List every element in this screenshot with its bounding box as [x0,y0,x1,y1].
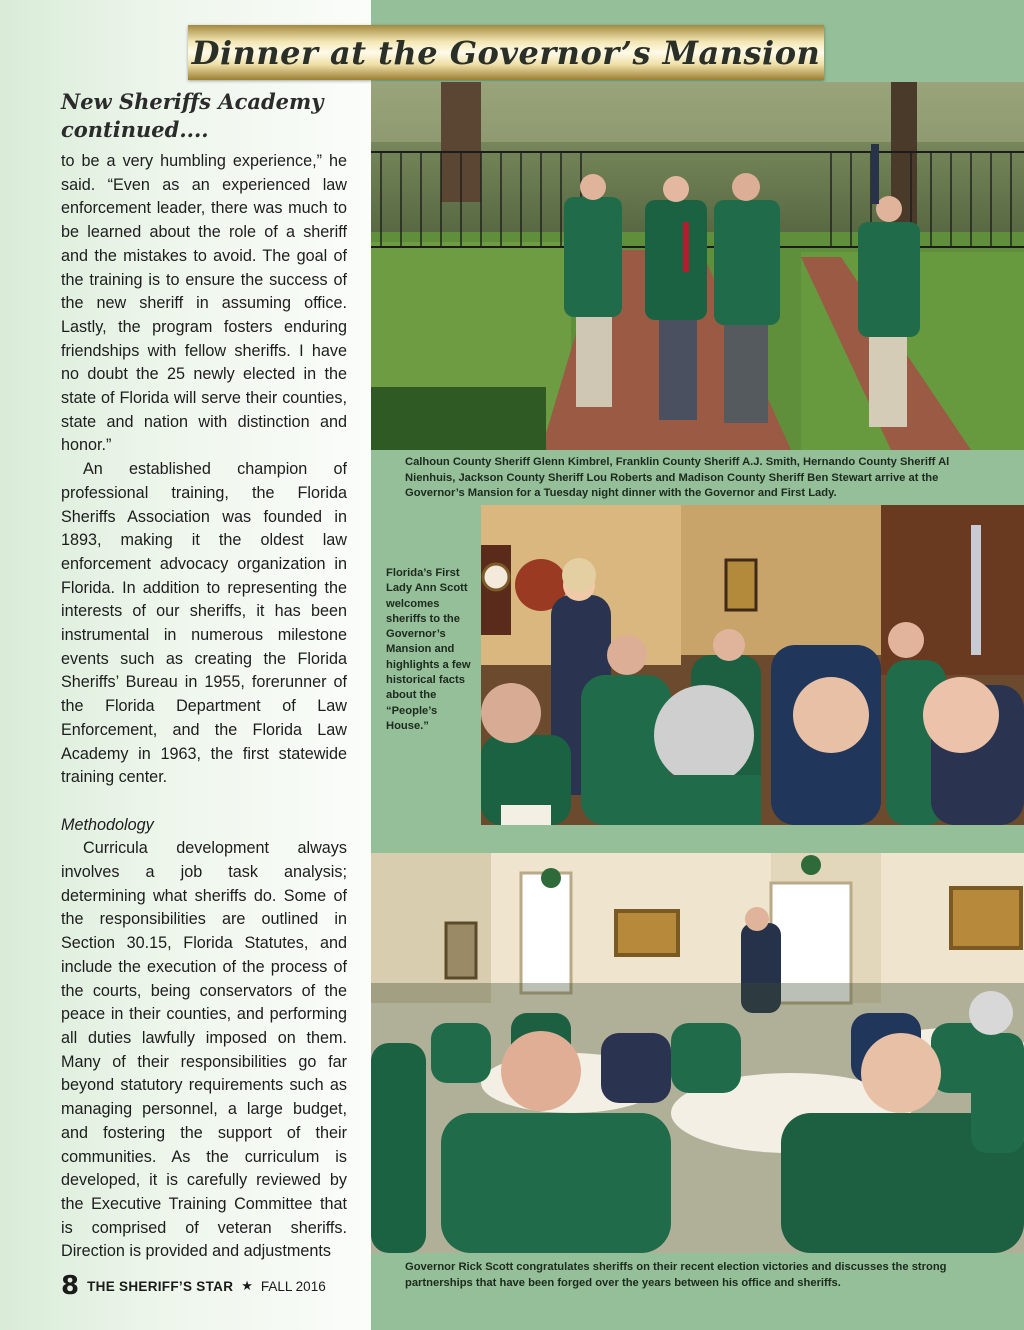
photo3-caption: Governor Rick Scott congratulates sheriffs on their recent election victories and discusses the strong partnerships that have been forged over the years between his office and sheriffs. [405,1261,947,1289]
photo-sheriffs-arriving [371,82,1024,450]
article-body [61,150,347,1264]
banner-title: Dinner at the Governor’s Mansion [191,33,821,72]
article-subhead [61,88,351,144]
photo1-caption: Calhoun County Sheriff Glenn Kimbrel, Franklin County Sheriff A.J. Smith, Hernando County Sheriff Al Nienhuis, Jackson County Sheriff Lou Roberts and Madison County Sheriff Ben Stewart arrive at the Governor’s Mansion for a Tuesday night dinner with the Governor and First Lady. [405,456,950,499]
subhead-line-2: continued.... [61,117,209,142]
page-footer [61,1271,326,1301]
star-icon: ★ [241,1278,253,1293]
subhead-line-1: New Sheriffs Academy [61,89,324,114]
publication-name: THE SHERIFF’S STAR [87,1278,234,1294]
photo-governor-dinner [371,853,1024,1253]
photo-first-lady-welcome [481,505,1024,825]
body-paragraph: Curricula development always involves a job task analysis; determining what sheriffs do. Some of the responsibilities are outlined in Section 30.15, Florida Statutes, and include the execution of the process of the courts, being conservators of the peace in their counties, and performing all duties lawfully imposed on them. Many of their responsibilities go far beyond statutory requirements such as managing personnel, a large budget, and fostering the support of their communities. As the curriculum is developed, it is carefully reviewed by the Executive Training Committee that is comprised of veteran sheriffs. Direction is provided and adjustments [61,839,347,1261]
page-banner [188,25,824,80]
issue-season: FALL 2016 [260,1278,326,1294]
photo2-caption: Florida’s First Lady Ann Scott welcomes sheriffs to the Governor’s Mansion and highlights a few historical facts about the “People’s House.” [386,567,471,732]
body-paragraph: An established champion of professional training, the Florida Sheriffs Association was founded in 1893, making it the oldest law enforcement advocacy organization in Florida. In addition to representing the interests of our sheriffs, it has been instrumental in numerous milestone events such as creating the Florida Sheriffs’ Bureau in 1955, forerunner of the Florida Department of Law Enforcement, and the Florida Law Academy in 1963, the first statewide training center. [61,460,347,787]
body-paragraph: to be a very humbling experience,” he said. “Even as an experienced law enforcement leader, there was much to be learned about the role of a sheriff and the mistakes to avoid. The goal of the training is to ensure the success of the new sheriff in assuming office. Lastly, the program fosters enduring friendships with fellow sheriffs. I have no doubt the 25 newly elected in the state of Florida will serve their counties, state and nation with distinction and honor.” [61,152,347,455]
page-number: 8 [61,1271,80,1301]
section-heading: Methodology [61,815,154,834]
